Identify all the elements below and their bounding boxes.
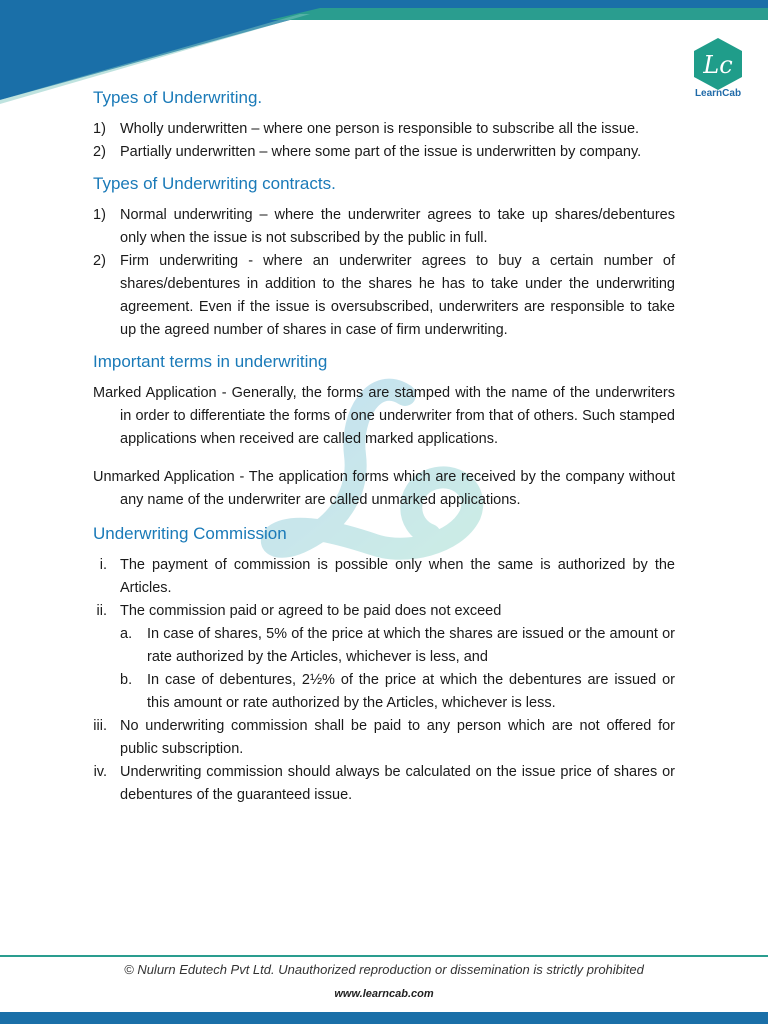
footer-copyright: © Nulurn Edutech Pvt Ltd. Unauthorized reproduction or dissemination is strictly prohibited [124, 962, 644, 977]
item-text: Normal underwriting – where the underwriter agrees to take up shares/debentures only when the issue is not subscribed by the public in full. [120, 207, 675, 246]
item-text: Partially underwritten – where some part of the issue is underwritten by company. [120, 144, 642, 160]
item-number: 2) [93, 144, 106, 160]
item-number: iii. [93, 717, 107, 734]
numbered-list [93, 204, 675, 342]
section-heading: Important terms in underwriting [93, 352, 328, 371]
svg-text:Lc: Lc [703, 51, 733, 79]
list-item [93, 600, 675, 715]
item-number: 2) [93, 253, 106, 269]
item-number: iv. [93, 763, 107, 780]
item-number: 1) [93, 207, 106, 223]
term-marked-application: Marked Application - Generally, the forms are stamped with the name of the underwriters in order to differentiate the forms of one underwriter from that of others. Such stamped applications when received are called marked applications. [93, 385, 675, 447]
document-body [93, 86, 675, 815]
sub-item-letter: b. [120, 671, 133, 688]
sub-list-item [120, 669, 675, 715]
item-text: Firm underwriting - where an underwriter agrees to buy a certain number of shares/debentures in addition to the shares he has to take under the underwriting agreement. Even if the issue is oversubscribed, underwriters are responsible to take up the agreed number of shares in case of firm underwriting. [120, 253, 675, 338]
footer-divider [0, 955, 768, 957]
list-item [93, 715, 675, 761]
list-item [93, 141, 675, 164]
roman-list [93, 554, 675, 807]
sub-item-letter: a. [120, 625, 133, 642]
section-types-of-underwriting [93, 86, 675, 164]
item-text: The commission paid or agreed to be paid does not exceed [120, 602, 502, 619]
section-heading: Types of Underwriting contracts. [93, 174, 336, 193]
sub-list [120, 623, 675, 715]
numbered-list [93, 118, 675, 164]
item-text: Underwriting commission should always be calculated on the issue price of shares or debentures of the guaranteed issue. [120, 763, 675, 803]
item-number: 1) [93, 121, 106, 137]
item-text: The payment of commission is possible only when the same is authorized by the Articles. [120, 556, 675, 596]
sub-item-text: In case of debentures, 2½% of the price at which the debentures are issued or this amount or rate authorized by the Articles, whichever is less. [147, 671, 675, 711]
logo-label: LearnCab [694, 88, 742, 99]
sub-item-text: In case of shares, 5% of the price at which the shares are issued or the amount or rate authorized by the Articles, whichever is less, and [147, 625, 675, 665]
section-heading: Types of Underwriting. [93, 88, 263, 107]
list-item [93, 554, 675, 600]
list-item [93, 204, 675, 250]
item-number: ii. [96, 602, 107, 619]
list-item [93, 250, 675, 342]
section-heading: Underwriting Commission [93, 523, 287, 543]
section-important-terms [93, 350, 675, 512]
footer-website-link[interactable]: www.learncab.com [334, 988, 434, 1000]
section-underwriting-commission [93, 522, 675, 807]
item-text: No underwriting commission shall be paid to any person which are not offered for public subscription. [120, 717, 675, 757]
section-underwriting-contracts [93, 172, 675, 342]
list-item [93, 118, 675, 141]
term-unmarked-application: Unmarked Application - The application forms which are received by the company without any name of the underwriter are called unmarked applications. [93, 468, 675, 508]
item-text: Wholly underwritten – where one person is responsible to subscribe all the issue. [120, 121, 640, 137]
sub-list-item [120, 623, 675, 669]
list-item [93, 761, 675, 807]
footer-band [0, 1012, 768, 1024]
item-number: i. [99, 556, 107, 573]
